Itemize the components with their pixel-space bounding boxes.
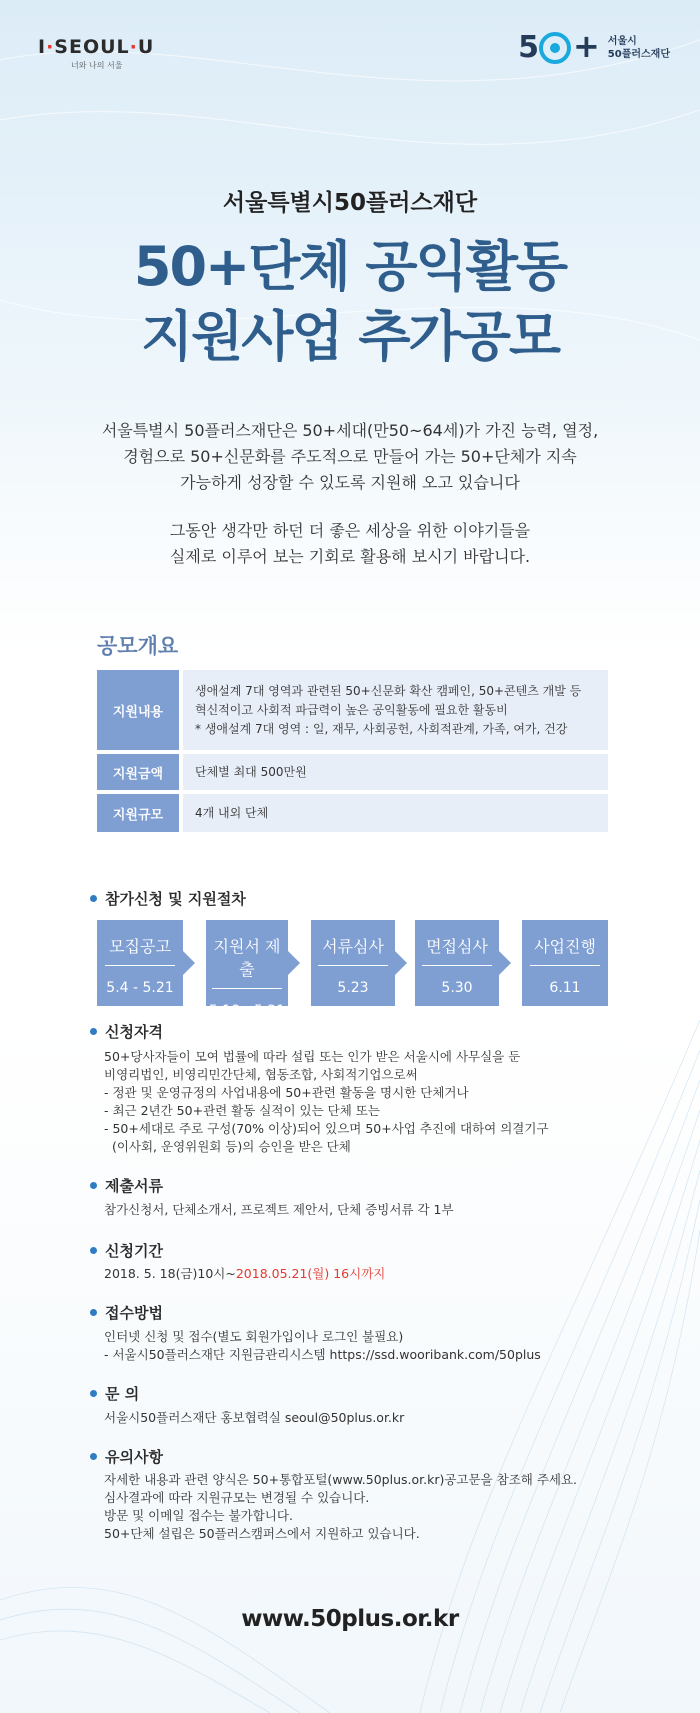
contact-body: 서울시50플러스재단 홍보협력실 seoul@50plus.or.kr [104,1410,405,1425]
eligibility-line: - 최근 2년간 50+관련 활동 실적이 있는 단체 또는 [104,1103,380,1118]
step-title: 모집공고 [109,937,171,956]
row-label: 지원금액 [97,754,179,790]
process-step [206,920,288,1019]
method-line: 인터넷 신청 및 접수(별도 회원가입이나 로그인 불필요) [104,1329,404,1344]
arrow-right-icon [395,951,407,975]
intro-paragraph-1 [0,418,700,496]
fifty-plus-logo [518,27,670,65]
arrow-right-icon [288,951,300,975]
intro-paragraph-2 [0,518,700,570]
logo-tagline: 너와 나의 서울 [71,61,123,70]
notes-heading-text: 유의사항 [105,1448,163,1466]
logo-name-line1: 서울시 [607,35,637,47]
method-heading [90,1302,163,1323]
footer-website-link[interactable]: www.50plus.or.kr [241,1606,459,1632]
main-title-line1: 50+단체 공익활동 [133,235,567,298]
bullet-dot-icon [90,1453,97,1460]
step-date: 5.23 [337,980,369,996]
contact-heading [90,1383,139,1404]
documents-heading [90,1175,163,1196]
row-value-line: 4개 내외 단체 [195,805,269,820]
eligibility-line: (이사회, 운영위원회 등)의 승인을 받은 단체 [104,1139,351,1154]
logo-dot: · [46,36,55,58]
step-title: 서류심사 [322,937,384,956]
process-flow [97,920,608,1019]
arrow-right-icon [499,951,511,975]
intro-line: 실제로 이루어 보는 기회로 활용해 보시기 바랍니다. [169,547,531,566]
eligibility-heading-text: 신청자격 [105,1023,163,1041]
bullet-dot-icon [90,895,97,902]
bullet-dot-icon [90,1182,97,1189]
overview-table [97,670,608,836]
logo-part-i: I [38,36,47,58]
intro-line: 그동안 생각만 하던 더 좋은 세상을 위한 이야기들을 [169,521,531,540]
intro-line: 서울특별시 50플러스재단은 50+세대(만50~64세)가 가진 능력, 열정, [101,421,599,440]
period-end: 2018.05.21(월) 16시까지 [235,1266,386,1281]
process-step [522,920,608,1006]
table-row [97,754,608,790]
step-title: 사업진행 [534,937,596,956]
row-value [183,794,608,832]
contact-heading-text: 문 의 [105,1385,140,1403]
eligibility-line: - 50+세대로 주로 구성(70% 이상)되어 있으며 50+사업 추진에 대하여 의결기구 [104,1121,549,1136]
process-step [311,920,395,1006]
bullet-dot-icon [90,1028,97,1035]
documents-heading-text: 제출서류 [105,1177,163,1195]
eligibility-heading [90,1021,163,1042]
step-title: 지원서 제출 [213,937,281,979]
organization-title: 서울특별시50플러스재단 [222,190,478,216]
method-heading-text: 접수방법 [105,1304,163,1322]
notes-line: 심사결과에 따라 지원규모는 변경될 수 있습니다. [104,1490,370,1505]
circle-icon [539,32,571,64]
method-body [104,1328,541,1364]
i-seoul-u-logo [38,36,154,71]
main-title [0,232,700,372]
step-date: 5.18 - 5.21 [208,1003,286,1019]
method-line: - 서울시50플러스재단 지원금관리시스템 https://ssd.wooribank.com/50plus [104,1347,541,1362]
process-heading-text: 참가신청 및 지원절차 [105,890,246,908]
process-step [97,920,183,1006]
eligibility-line: 50+당사자들이 모여 법률에 따라 설립 또는 인가 받은 서울시에 사무실을 둔 [104,1049,521,1064]
step-title: 면접심사 [426,937,488,956]
process-heading [90,888,246,909]
logo-number: 5 [518,30,538,65]
notes-line: 50+단체 설립은 50플러스캠퍼스에서 지원하고 있습니다. [104,1526,420,1541]
period-body [104,1265,385,1283]
table-row [97,794,608,832]
step-date: 5.4 - 5.21 [106,980,174,996]
notes-line: 방문 및 이메일 접수는 불가합니다. [104,1508,293,1523]
logo-name-line2: 50플러스재단 [607,48,670,60]
period-heading [90,1240,163,1261]
period-start: 2018. 5. 18(금)10시~ [104,1266,236,1281]
row-label: 지원규모 [97,794,179,832]
bullet-dot-icon [90,1247,97,1254]
row-value-line: 단체별 최대 500만원 [195,764,307,779]
eligibility-line: 비영리법인, 비영리민간단체, 협동조합, 사회적기업으로써 [104,1067,418,1082]
main-title-line2: 지원사업 추가공모 [140,305,560,368]
arrow-right-icon [183,951,195,975]
row-value [183,754,608,790]
documents-body: 참가신청서, 단체소개서, 프로젝트 제안서, 단체 증빙서류 각 1부 [104,1202,454,1217]
logo-plus: + [572,27,600,65]
overview-heading: 공모개요 [97,634,179,658]
notes-heading [90,1446,163,1467]
row-label: 지원내용 [97,670,179,750]
process-step [415,920,499,1006]
logo-part-u: U [137,36,155,58]
table-row [97,670,608,750]
notes-line: 자세한 내용과 관련 양식은 50+통합포털(www.50plus.or.kr)공고문을 참조해 주세요. [104,1472,578,1487]
period-heading-text: 신청기간 [105,1242,163,1260]
logo-dot: · [129,36,138,58]
notes-body [104,1471,577,1543]
bullet-dot-icon [90,1390,97,1397]
eligibility-body [104,1048,549,1156]
bullet-dot-icon [90,1309,97,1316]
step-date: 5.30 [441,980,473,996]
row-value-line: 혁신적이고 사회적 파급력이 높은 공익활동에 필요한 활동비 [195,702,508,717]
row-value-line: 생애설계 7대 영역과 관련된 50+신문화 확산 캠페인, 50+콘텐츠 개발 등 [195,683,582,698]
eligibility-line: - 정관 및 운영규정의 사업내용에 50+관련 활동을 명시한 단체거나 [104,1085,469,1100]
step-date: 6.11 [549,980,581,996]
intro-line: 가능하게 성장할 수 있도록 지원해 오고 있습니다 [180,473,520,492]
logo-part-seoul: SEOUL [54,36,130,58]
row-value [183,670,608,750]
row-value-line: * 생애설계 7대 영역 : 일, 재무, 사회공헌, 사회적관계, 가족, 여가, 건강 [195,721,568,736]
intro-line: 경험으로 50+신문화를 주도적으로 만들어 가는 50+단체가 지속 [123,447,577,466]
